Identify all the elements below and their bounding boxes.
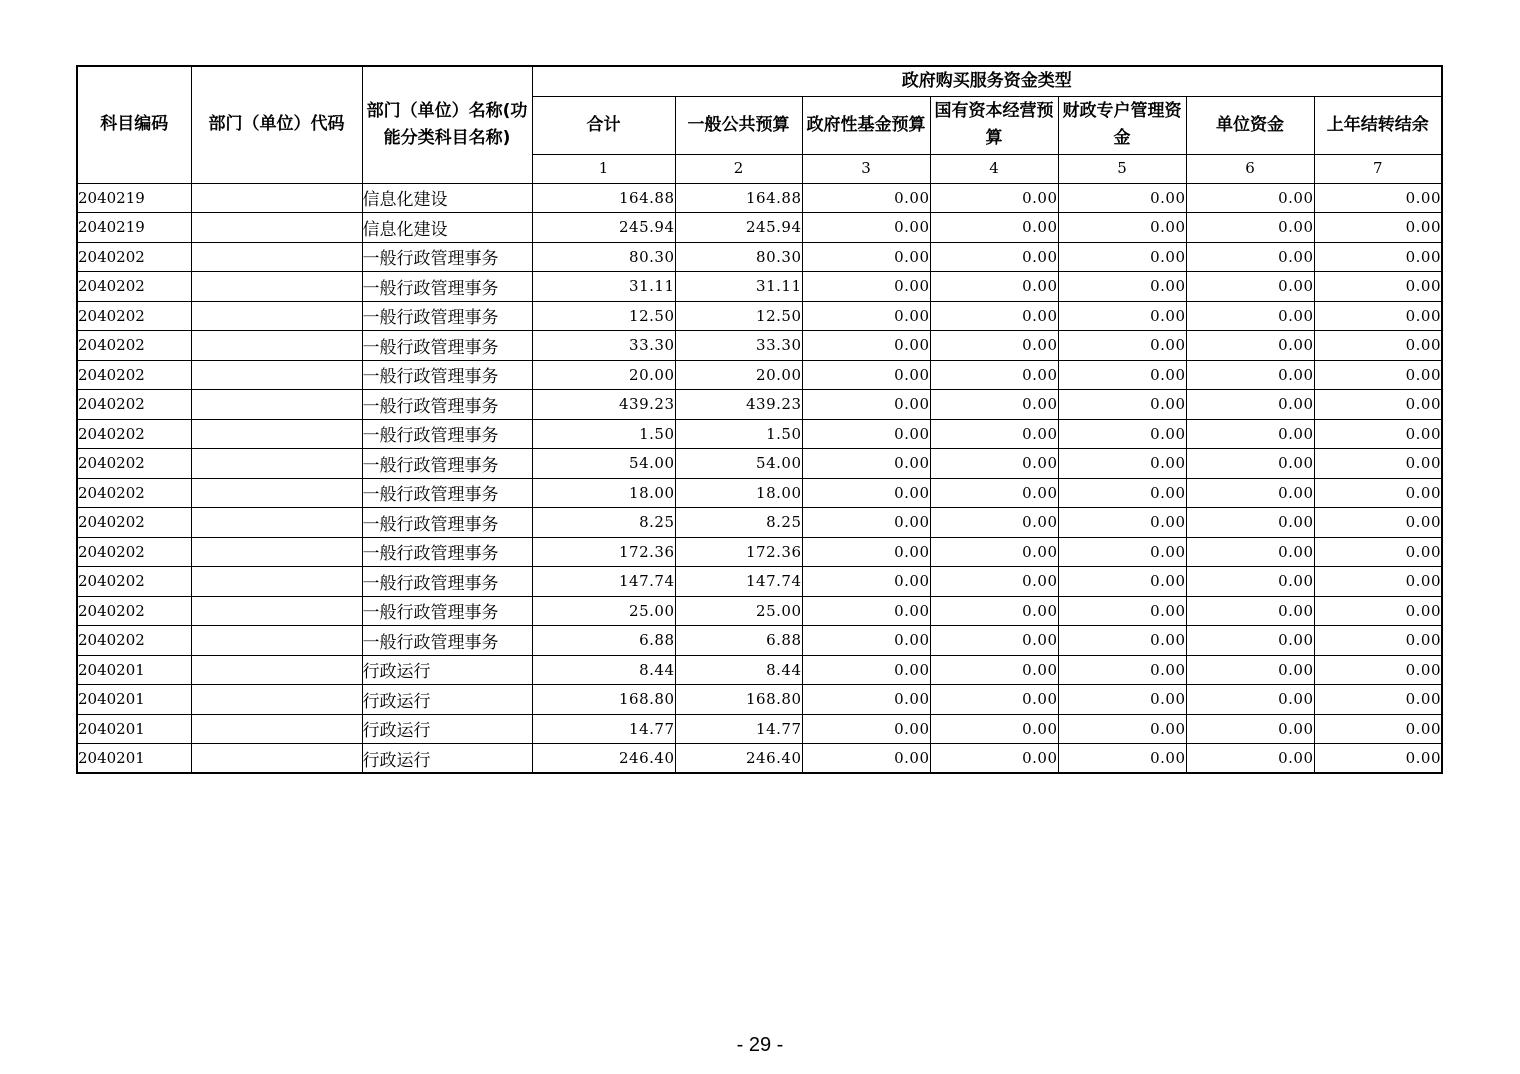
table-header [77, 66, 1442, 183]
cell-subject-code: 2040202 [77, 508, 191, 538]
cell-general-public-budget: 33.30 [675, 331, 802, 361]
cell-gov-fund-budget: 0.00 [802, 567, 930, 597]
cell-special-fiscal-fund: 0.00 [1058, 596, 1186, 626]
cell-subject-code: 2040202 [77, 419, 191, 449]
table-row [77, 213, 1442, 243]
cell-dept-name: 一般行政管理事务 [362, 596, 532, 626]
cell-total: 246.40 [532, 744, 675, 774]
header-general-public-budget: 一般公共预算 [675, 96, 802, 154]
cell-unit-fund: 0.00 [1186, 714, 1314, 744]
cell-prior-year-balance: 0.00 [1314, 331, 1442, 361]
cell-subject-code: 2040202 [77, 537, 191, 567]
cell-gov-fund-budget: 0.00 [802, 655, 930, 685]
cell-unit-fund: 0.00 [1186, 685, 1314, 715]
cell-gov-fund-budget: 0.00 [802, 508, 930, 538]
cell-state-capital-budget: 0.00 [930, 567, 1058, 597]
cell-gov-fund-budget: 0.00 [802, 331, 930, 361]
cell-dept-name: 一般行政管理事务 [362, 449, 532, 479]
cell-prior-year-balance: 0.00 [1314, 626, 1442, 656]
cell-prior-year-balance: 0.00 [1314, 419, 1442, 449]
cell-gov-fund-budget: 0.00 [802, 419, 930, 449]
cell-unit-fund: 0.00 [1186, 567, 1314, 597]
cell-prior-year-balance: 0.00 [1314, 390, 1442, 420]
cell-total: 439.23 [532, 390, 675, 420]
cell-subject-code: 2040201 [77, 655, 191, 685]
table-row [77, 272, 1442, 302]
cell-dept-name: 行政运行 [362, 714, 532, 744]
cell-total: 6.88 [532, 626, 675, 656]
cell-special-fiscal-fund: 0.00 [1058, 419, 1186, 449]
cell-general-public-budget: 31.11 [675, 272, 802, 302]
table-row [77, 744, 1442, 774]
cell-dept-code [191, 508, 362, 538]
header-dept-name: 部门（单位）名称(功能分类科目名称) [362, 66, 532, 183]
table-row [77, 449, 1442, 479]
table-row [77, 685, 1442, 715]
cell-general-public-budget: 147.74 [675, 567, 802, 597]
header-prior-year-balance: 上年结转结余 [1314, 96, 1442, 154]
cell-prior-year-balance: 0.00 [1314, 508, 1442, 538]
cell-subject-code: 2040202 [77, 360, 191, 390]
cell-state-capital-budget: 0.00 [930, 685, 1058, 715]
cell-state-capital-budget: 0.00 [930, 419, 1058, 449]
page-number: - 29 - [736, 1034, 784, 1056]
cell-state-capital-budget: 0.00 [930, 301, 1058, 331]
cell-dept-code [191, 567, 362, 597]
cell-dept-name: 一般行政管理事务 [362, 478, 532, 508]
cell-prior-year-balance: 0.00 [1314, 183, 1442, 213]
cell-general-public-budget: 8.25 [675, 508, 802, 538]
cell-gov-fund-budget: 0.00 [802, 744, 930, 774]
header-dept-code: 部门（单位）代码 [191, 66, 362, 183]
header-fund-type-group: 政府购买服务资金类型 [532, 66, 1442, 96]
cell-special-fiscal-fund: 0.00 [1058, 331, 1186, 361]
cell-state-capital-budget: 0.00 [930, 478, 1058, 508]
cell-gov-fund-budget: 0.00 [802, 626, 930, 656]
cell-unit-fund: 0.00 [1186, 390, 1314, 420]
cell-dept-name: 一般行政管理事务 [362, 360, 532, 390]
cell-dept-name: 一般行政管理事务 [362, 390, 532, 420]
cell-dept-code [191, 655, 362, 685]
cell-general-public-budget: 6.88 [675, 626, 802, 656]
cell-dept-name: 行政运行 [362, 655, 532, 685]
cell-state-capital-budget: 0.00 [930, 744, 1058, 774]
cell-special-fiscal-fund: 0.00 [1058, 183, 1186, 213]
cell-special-fiscal-fund: 0.00 [1058, 714, 1186, 744]
cell-prior-year-balance: 0.00 [1314, 744, 1442, 774]
cell-total: 18.00 [532, 478, 675, 508]
cell-special-fiscal-fund: 0.00 [1058, 626, 1186, 656]
cell-general-public-budget: 12.50 [675, 301, 802, 331]
cell-dept-code [191, 331, 362, 361]
table-row [77, 478, 1442, 508]
cell-total: 168.80 [532, 685, 675, 715]
cell-dept-name: 一般行政管理事务 [362, 301, 532, 331]
header-special-fiscal-fund: 财政专户管理资金 [1058, 96, 1186, 154]
cell-state-capital-budget: 0.00 [930, 508, 1058, 538]
cell-unit-fund: 0.00 [1186, 478, 1314, 508]
cell-unit-fund: 0.00 [1186, 655, 1314, 685]
cell-unit-fund: 0.00 [1186, 213, 1314, 243]
cell-unit-fund: 0.00 [1186, 596, 1314, 626]
cell-total: 20.00 [532, 360, 675, 390]
cell-state-capital-budget: 0.00 [930, 390, 1058, 420]
cell-general-public-budget: 439.23 [675, 390, 802, 420]
cell-dept-name: 一般行政管理事务 [362, 242, 532, 272]
cell-special-fiscal-fund: 0.00 [1058, 655, 1186, 685]
cell-dept-code [191, 272, 362, 302]
cell-dept-code [191, 478, 362, 508]
table-row [77, 655, 1442, 685]
cell-state-capital-budget: 0.00 [930, 242, 1058, 272]
cell-total: 245.94 [532, 213, 675, 243]
cell-state-capital-budget: 0.00 [930, 596, 1058, 626]
cell-general-public-budget: 25.00 [675, 596, 802, 626]
cell-general-public-budget: 8.44 [675, 655, 802, 685]
cell-subject-code: 2040202 [77, 478, 191, 508]
cell-unit-fund: 0.00 [1186, 508, 1314, 538]
cell-gov-fund-budget: 0.00 [802, 449, 930, 479]
cell-dept-name: 行政运行 [362, 685, 532, 715]
cell-subject-code: 2040202 [77, 390, 191, 420]
cell-subject-code: 2040202 [77, 596, 191, 626]
cell-gov-fund-budget: 0.00 [802, 685, 930, 715]
cell-unit-fund: 0.00 [1186, 419, 1314, 449]
cell-subject-code: 2040202 [77, 272, 191, 302]
cell-subject-code: 2040201 [77, 744, 191, 774]
cell-dept-code [191, 213, 362, 243]
header-row-top [77, 66, 1442, 96]
cell-unit-fund: 0.00 [1186, 301, 1314, 331]
cell-general-public-budget: 20.00 [675, 360, 802, 390]
cell-state-capital-budget: 0.00 [930, 360, 1058, 390]
table-row [77, 183, 1442, 213]
cell-total: 12.50 [532, 301, 675, 331]
cell-dept-code [191, 537, 362, 567]
header-gov-fund-budget: 政府性基金预算 [802, 96, 930, 154]
cell-unit-fund: 0.00 [1186, 744, 1314, 774]
column-index: 2 [675, 154, 802, 183]
cell-general-public-budget: 54.00 [675, 449, 802, 479]
cell-general-public-budget: 18.00 [675, 478, 802, 508]
cell-dept-name: 信息化建设 [362, 183, 532, 213]
cell-unit-fund: 0.00 [1186, 537, 1314, 567]
cell-special-fiscal-fund: 0.00 [1058, 508, 1186, 538]
cell-total: 1.50 [532, 419, 675, 449]
cell-total: 8.44 [532, 655, 675, 685]
cell-subject-code: 2040219 [77, 183, 191, 213]
cell-state-capital-budget: 0.00 [930, 655, 1058, 685]
cell-special-fiscal-fund: 0.00 [1058, 242, 1186, 272]
cell-state-capital-budget: 0.00 [930, 537, 1058, 567]
table-row [77, 567, 1442, 597]
column-index: 1 [532, 154, 675, 183]
cell-subject-code: 2040202 [77, 449, 191, 479]
cell-dept-code [191, 390, 362, 420]
cell-special-fiscal-fund: 0.00 [1058, 685, 1186, 715]
cell-prior-year-balance: 0.00 [1314, 242, 1442, 272]
cell-general-public-budget: 245.94 [675, 213, 802, 243]
table-row [77, 242, 1442, 272]
cell-general-public-budget: 246.40 [675, 744, 802, 774]
cell-state-capital-budget: 0.00 [930, 714, 1058, 744]
cell-gov-fund-budget: 0.00 [802, 242, 930, 272]
cell-gov-fund-budget: 0.00 [802, 537, 930, 567]
cell-prior-year-balance: 0.00 [1314, 685, 1442, 715]
cell-total: 147.74 [532, 567, 675, 597]
cell-general-public-budget: 172.36 [675, 537, 802, 567]
cell-prior-year-balance: 0.00 [1314, 449, 1442, 479]
cell-subject-code: 2040202 [77, 331, 191, 361]
cell-gov-fund-budget: 0.00 [802, 596, 930, 626]
cell-subject-code: 2040202 [77, 626, 191, 656]
cell-general-public-budget: 168.80 [675, 685, 802, 715]
cell-gov-fund-budget: 0.00 [802, 213, 930, 243]
cell-unit-fund: 0.00 [1186, 272, 1314, 302]
budget-table [76, 65, 1443, 774]
column-index: 3 [802, 154, 930, 183]
cell-general-public-budget: 80.30 [675, 242, 802, 272]
cell-total: 33.30 [532, 331, 675, 361]
cell-unit-fund: 0.00 [1186, 242, 1314, 272]
cell-prior-year-balance: 0.00 [1314, 360, 1442, 390]
cell-gov-fund-budget: 0.00 [802, 478, 930, 508]
cell-special-fiscal-fund: 0.00 [1058, 272, 1186, 302]
cell-special-fiscal-fund: 0.00 [1058, 390, 1186, 420]
cell-state-capital-budget: 0.00 [930, 272, 1058, 302]
header-total: 合计 [532, 96, 675, 154]
cell-dept-code [191, 685, 362, 715]
cell-dept-name: 一般行政管理事务 [362, 331, 532, 361]
table-row [77, 596, 1442, 626]
header-state-capital-budget: 国有资本经营预算 [930, 96, 1058, 154]
cell-state-capital-budget: 0.00 [930, 331, 1058, 361]
table-row [77, 626, 1442, 656]
cell-dept-name: 一般行政管理事务 [362, 537, 532, 567]
cell-dept-name: 一般行政管理事务 [362, 272, 532, 302]
table-row [77, 301, 1442, 331]
cell-prior-year-balance: 0.00 [1314, 478, 1442, 508]
cell-dept-code [191, 183, 362, 213]
cell-unit-fund: 0.00 [1186, 626, 1314, 656]
cell-state-capital-budget: 0.00 [930, 213, 1058, 243]
cell-total: 25.00 [532, 596, 675, 626]
cell-general-public-budget: 164.88 [675, 183, 802, 213]
cell-gov-fund-budget: 0.00 [802, 301, 930, 331]
table-body [77, 183, 1442, 773]
cell-special-fiscal-fund: 0.00 [1058, 213, 1186, 243]
table-row [77, 508, 1442, 538]
column-index: 5 [1058, 154, 1186, 183]
cell-unit-fund: 0.00 [1186, 449, 1314, 479]
cell-subject-code: 2040202 [77, 567, 191, 597]
cell-prior-year-balance: 0.00 [1314, 596, 1442, 626]
cell-unit-fund: 0.00 [1186, 183, 1314, 213]
cell-special-fiscal-fund: 0.00 [1058, 360, 1186, 390]
cell-dept-name: 信息化建设 [362, 213, 532, 243]
column-index: 6 [1186, 154, 1314, 183]
cell-total: 80.30 [532, 242, 675, 272]
cell-special-fiscal-fund: 0.00 [1058, 744, 1186, 774]
cell-dept-code [191, 419, 362, 449]
cell-total: 172.36 [532, 537, 675, 567]
cell-dept-name: 一般行政管理事务 [362, 626, 532, 656]
cell-prior-year-balance: 0.00 [1314, 714, 1442, 744]
cell-dept-code [191, 626, 362, 656]
cell-subject-code: 2040219 [77, 213, 191, 243]
cell-general-public-budget: 1.50 [675, 419, 802, 449]
cell-dept-name: 一般行政管理事务 [362, 508, 532, 538]
table-row [77, 714, 1442, 744]
column-index: 7 [1314, 154, 1442, 183]
cell-special-fiscal-fund: 0.00 [1058, 478, 1186, 508]
cell-dept-code [191, 301, 362, 331]
cell-state-capital-budget: 0.00 [930, 449, 1058, 479]
cell-dept-code [191, 242, 362, 272]
header-subject-code: 科目编码 [77, 66, 191, 183]
cell-gov-fund-budget: 0.00 [802, 360, 930, 390]
cell-subject-code: 2040202 [77, 301, 191, 331]
cell-dept-name: 行政运行 [362, 744, 532, 774]
table-row [77, 419, 1442, 449]
cell-subject-code: 2040201 [77, 714, 191, 744]
column-index: 4 [930, 154, 1058, 183]
table-row [77, 537, 1442, 567]
cell-prior-year-balance: 0.00 [1314, 213, 1442, 243]
cell-special-fiscal-fund: 0.00 [1058, 301, 1186, 331]
cell-total: 54.00 [532, 449, 675, 479]
cell-total: 14.77 [532, 714, 675, 744]
cell-prior-year-balance: 0.00 [1314, 272, 1442, 302]
table-row [77, 390, 1442, 420]
cell-gov-fund-budget: 0.00 [802, 183, 930, 213]
cell-dept-code [191, 449, 362, 479]
cell-general-public-budget: 14.77 [675, 714, 802, 744]
table-row [77, 360, 1442, 390]
cell-dept-code [191, 596, 362, 626]
cell-total: 8.25 [532, 508, 675, 538]
cell-dept-name: 一般行政管理事务 [362, 419, 532, 449]
table-row [77, 331, 1442, 361]
cell-prior-year-balance: 0.00 [1314, 301, 1442, 331]
cell-subject-code: 2040202 [77, 242, 191, 272]
cell-prior-year-balance: 0.00 [1314, 537, 1442, 567]
cell-special-fiscal-fund: 0.00 [1058, 567, 1186, 597]
cell-unit-fund: 0.00 [1186, 331, 1314, 361]
cell-gov-fund-budget: 0.00 [802, 714, 930, 744]
cell-special-fiscal-fund: 0.00 [1058, 449, 1186, 479]
cell-dept-name: 一般行政管理事务 [362, 567, 532, 597]
header-unit-fund: 单位资金 [1186, 96, 1314, 154]
cell-prior-year-balance: 0.00 [1314, 567, 1442, 597]
cell-total: 164.88 [532, 183, 675, 213]
cell-dept-code [191, 744, 362, 774]
cell-dept-code [191, 360, 362, 390]
cell-total: 31.11 [532, 272, 675, 302]
cell-state-capital-budget: 0.00 [930, 626, 1058, 656]
cell-dept-code [191, 714, 362, 744]
cell-special-fiscal-fund: 0.00 [1058, 537, 1186, 567]
cell-state-capital-budget: 0.00 [930, 183, 1058, 213]
cell-prior-year-balance: 0.00 [1314, 655, 1442, 685]
cell-unit-fund: 0.00 [1186, 360, 1314, 390]
cell-gov-fund-budget: 0.00 [802, 390, 930, 420]
cell-subject-code: 2040201 [77, 685, 191, 715]
cell-gov-fund-budget: 0.00 [802, 272, 930, 302]
